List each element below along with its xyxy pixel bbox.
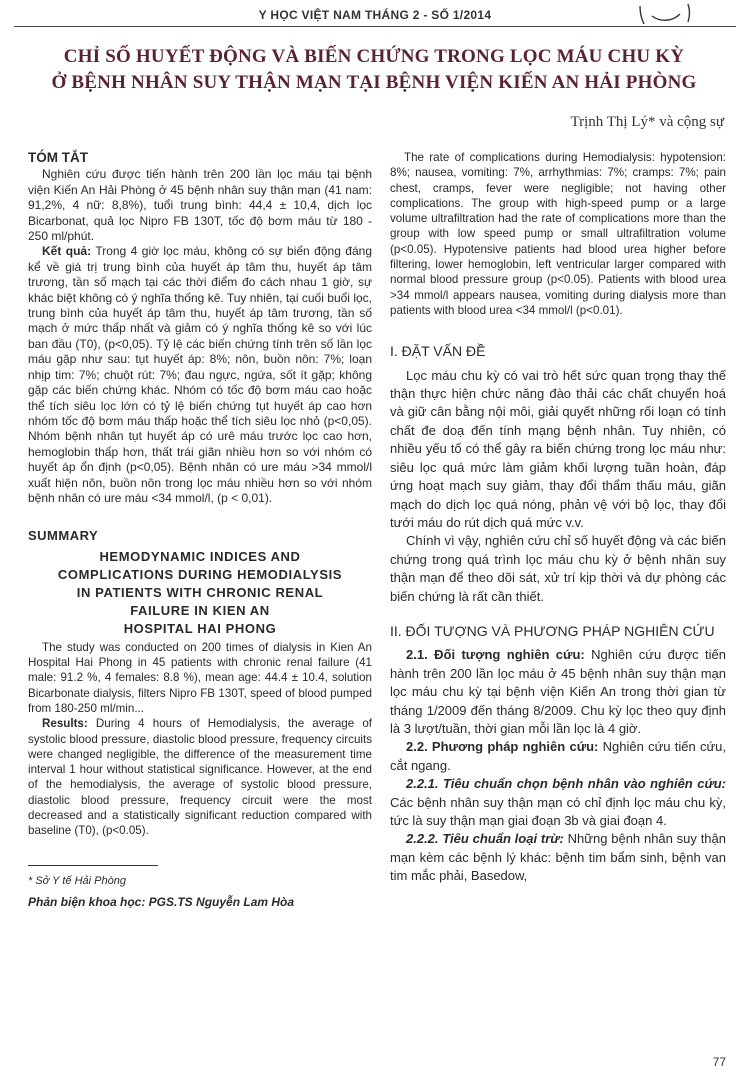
- title-line-1: CHỈ SỐ HUYẾT ĐỘNG VÀ BIẾN CHỨNG TRONG LỌC MÁU CHU KỲ: [63, 46, 685, 67]
- handwritten-mark: [636, 2, 696, 26]
- methods-exclusion: [390, 830, 726, 885]
- subsection-label: 2.1. Đối tượng nghiên cứu:: [406, 647, 585, 663]
- subsection-label: 2.2.1. Tiêu chuẩn chọn bệnh nhân vào nghiên cứu:: [406, 776, 726, 792]
- affiliation-footnote: * Sở Y tế Hải Phòng: [28, 874, 126, 887]
- summary-title-line: IN PATIENTS WITH CHRONIC RENAL: [76, 584, 324, 600]
- summary-title-line: COMPLICATIONS DURING HEMODIALYSIS: [57, 566, 343, 582]
- section-heading-intro: I. ĐẶT VẤN ĐỀ: [390, 343, 486, 360]
- journal-running-head: Y HỌC VIỆT NAM THÁNG 2 - SỐ 1/2014: [258, 8, 492, 22]
- subsection-text: Những bệnh nhân suy thận mạn kèm các bệnh lý khác: bệnh tim bẩm sinh, bệnh van tim mắc phải, Basedow,: [390, 831, 726, 884]
- intro-paragraph: Lọc máu chu kỳ có vai trò hết sức quan trọng thay thế thận thực hiện chức năng đào thải các chất chuyển hoá và giữ cân bằng nội môi, giải quyết những rối loạn có tính chất đe doạ đến tính mạng bệnh nhân. Tuy nhiên, có nhiều yếu tố có thể gây ra biến chứng trong lọc máu như: siêu lọc quá mức làm giảm khối lượng tuần hoàn, đáp ứng hoạt mạch suy giảm, thay đổi thẩm thấu máu, giãn mạch do dịch lọc quá nóng, phản vệ với bộ lọc, thay đổi tưới máu do rút dịch quá mức v.v.: [390, 367, 726, 530]
- subsection-label: 2.2. Phương pháp nghiên cứu:: [406, 739, 599, 755]
- summary-paragraph: The study was conducted on 200 times of dialysis in Kien An Hospital Hai Phong in 45 patients with chronic renal failure (41 male: 91.2 %, 4 females: 8.8 %), mean age: 44.4 ± 10.4, solution Bicarbonate dialysis, filters Nipro FB 130T, speed of blood pumped from 180-250 ml/min...: [28, 640, 372, 715]
- methods-design: [390, 738, 726, 775]
- abstract-paragraph: Nghiên cứu được tiến hành trên 200 lần lọc máu tại bệnh viện Kiến An Hải Phòng ở 45 bệnh nhân suy thận mạn (41 nam: 91,2%, 4 nữ: 8,8%), tuổi trung bình: 44,4 ± 10,4, dịch lọc Bicarbonat, quả lọc Nipro FB 130T, tốc độ bơm máu từ 180 - 250 ml/phút.: [28, 167, 372, 244]
- article-title: [20, 44, 728, 96]
- author-line: Trịnh Thị Lý* và cộng sự: [570, 114, 724, 130]
- methods-inclusion: [390, 775, 726, 830]
- reviewer-note: Phản biện khoa học: PGS.TS Nguyễn Lam Hòa: [28, 895, 295, 910]
- intro-paragraph: Chính vì vậy, nghiên cứu chỉ số huyết động và các biến chứng trong quá trình lọc máu chu kỳ ở bệnh nhân suy thận mạn để theo dõi sát, xử trí kịp thời và dự phòng các biến chứng là rất cần thiết.: [390, 533, 726, 604]
- subsection-text: Nghiên cứu tiến cứu, cắt ngang.: [390, 739, 726, 773]
- summary-continued: The rate of complications during Hemodialysis: hypotension: 8%; nausea, vomiting: 7%, arrhythmias: 7%; cramps: 7%; pain chest, cramps, fever were negligible; not having other complications. The group with high-speed pump or a large volume ultrafiltration had the rate of complications more than the group with low speed pump or small ultrafiltration volume (p<0.05). Hypotensive patients had blood urea higher before filtering, lower hemoglobin, left ventricular larger compared with normal blood pressure group (p<0.05). Patients with blood urea >34 mmol/l appears nausea, vomiting during dialysis more than patients with blood urea <34 mmol/l (p<0.01).: [390, 151, 726, 317]
- methods-subjects: [390, 646, 726, 738]
- body-text: [390, 342, 726, 885]
- summary-results-text: During 4 hours of Hemodialysis, the average of systolic blood pressure, diastolic blood pressure, frequency circuits were changed negligible, the difference of the measurement time interval 1 hour without statistical significance. However, at the end of the hemodialysis, the average of systolic blood pressure, diastolic blood pressure, frequency circuit were the most decreased and a statistically significant reduction compared with baseline (T0), (p<0.05).: [28, 717, 372, 838]
- summary-results: [28, 716, 372, 838]
- abstract-results: [28, 244, 372, 506]
- summary-title-line: HOSPITAL HAI PHONG: [123, 620, 277, 636]
- subsection-text: Nghiên cứu được tiến hành trên 200 lần lọc máu ở 45 bệnh nhân suy thận mạn lọc máu chu kỳ tại bệnh viện Kiến An trong thời gian từ tháng 1/2009 đến tháng 8/2009. Chu kỳ lọc theo quy định là 3 lượt/tuần, thời gian mỗi lần lọc là 4 giờ.: [390, 647, 726, 736]
- summary-results-label: Results:: [42, 717, 88, 731]
- summary-title-line: HEMODYNAMIC INDICES AND: [99, 548, 301, 564]
- abstract-heading: TÓM TẮT: [28, 150, 88, 165]
- results-label: Kết quả:: [42, 244, 92, 259]
- subsection-text: Các bệnh nhân suy thận mạn có chỉ định lọc máu chu kỳ, tức là suy thận mạn giai đoạn 3b và giai đoạn 4.: [390, 794, 726, 829]
- summary-heading: SUMMARY: [28, 528, 99, 544]
- left-column: [28, 150, 372, 910]
- summary-title-line: FAILURE IN KIEN AN: [130, 602, 270, 618]
- running-header: [14, 4, 736, 27]
- results-text: Trong 4 giờ lọc máu, không có sự biến động đáng kể về giá trị trung bình của huyết áp tâm thu, huyết áp tâm trương, tần số mạch tại các thời điểm đo cách nhau 1 giờ, sự khác biệt không có ý nghĩa thống kê. Tuy nhiên, tại cuối buổi lọc, trung bình của huyết áp tâm thu, huyết áp tâm trương, tần số mạch ở mức thấp nhất và giảm có ý nghĩa thống kê so với lúc ban đầu (T0), (p<0,05). Tỷ lệ các biến chứng tính trên số lần lọc máu gặp như sau: tụt huyết áp: 8%; nôn, buồn nôn: 7%; loạn nhịp tim: 7%; chuột rút: 7%; đau ngực, ngứa, sốt ít gặp; không gặp các biến chứng khác. Nhóm có tốc độ bơm máu cao hoặc thể tích siêu lọc lớn có tỷ lệ biến chứng tụt huyết áp cao hơn nhóm tốc độ bơm máu thấp hoặc thể tích siêu lọc nhỏ (p<0,05). Nhóm bệnh nhân tụt huyết áp có urê máu trước lọc cao hơn, hemoglobin thấp hơn, thất trái giãn nhiều hơn so với nhóm có huyết áp ổn định (p<0,05). Bệnh nhân có ure máu >34 mmol/l xuất hiện nôn, buồn nôn trong lọc máu nhiều hơn so với nhóm bệnh nhân có ure máu <34 mmol/l, (p < 0,01).: [28, 244, 372, 505]
- subsection-label: 2.2.2. Tiêu chuẩn loại trừ:: [406, 831, 564, 847]
- section-heading-methods: II. ĐỐI TƯỢNG VÀ PHƯƠNG PHÁP NGHIÊN CỨU: [390, 622, 715, 639]
- summary-title: [28, 548, 372, 638]
- right-column: [390, 150, 726, 886]
- page-number: 77: [712, 1055, 726, 1069]
- footnote-divider: [28, 865, 158, 866]
- title-line-2: Ở BỆNH NHÂN SUY THẬN MẠN TẠI BỆNH VIỆN KIẾN AN HẢI PHÒNG: [51, 72, 697, 93]
